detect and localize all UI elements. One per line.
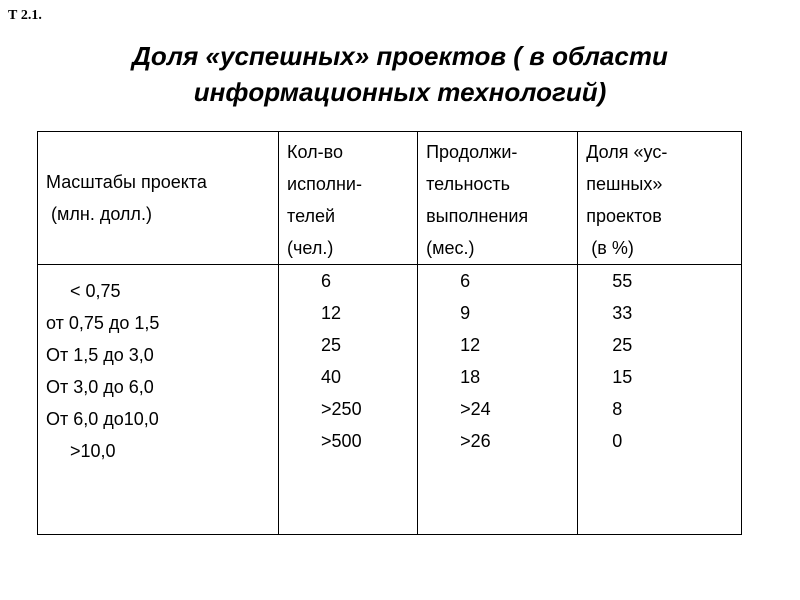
- staff-column: [279, 265, 418, 535]
- staff-value: 25: [321, 335, 342, 355]
- header-share-line: Доля «ус-: [586, 142, 668, 162]
- scale-value: От 1,5 до 3,0: [46, 345, 154, 365]
- header-duration-line: выполнения: [426, 206, 529, 226]
- header-duration-line: Продолжи-: [426, 142, 518, 162]
- share-value: 15: [612, 367, 633, 387]
- header-duration-line: (мес.): [426, 238, 475, 258]
- header-staff-line: исполни-: [287, 174, 362, 194]
- share-value: 8: [612, 399, 623, 419]
- share-column: [578, 265, 742, 535]
- table-header-row: [38, 132, 742, 265]
- staff-value: >250: [321, 399, 362, 419]
- staff-value: 12: [321, 303, 342, 323]
- page-title: [0, 38, 800, 110]
- share-value: 25: [612, 335, 633, 355]
- scale-column: [38, 265, 279, 535]
- header-duration-line: тельность: [426, 174, 511, 194]
- duration-column: [418, 265, 578, 535]
- share-value: 0: [612, 431, 623, 451]
- header-scale-line: Масштабы проекта: [46, 172, 207, 192]
- header-staff-line: телей: [287, 206, 336, 226]
- header-share-line: проектов: [586, 206, 662, 226]
- title-line-1: Доля «успешных» проектов ( в области: [132, 41, 668, 71]
- header-share-line: пешных»: [586, 174, 663, 194]
- header-share: [578, 132, 742, 265]
- staff-value: 40: [321, 367, 342, 387]
- scale-value: от 0,75 до 1,5: [46, 313, 160, 333]
- duration-value: >26: [460, 431, 491, 451]
- slide-label: Т 2.1.: [8, 8, 42, 23]
- duration-value: 9: [460, 303, 471, 323]
- header-staff-line: (чел.): [287, 238, 334, 258]
- share-value: 33: [612, 303, 633, 323]
- scale-value: От 6,0 до10,0: [46, 409, 159, 429]
- header-staff-line: Кол-во: [287, 142, 343, 162]
- header-share-line: (в %): [586, 238, 634, 258]
- duration-value: >24: [460, 399, 491, 419]
- header-scale-line: (млн. долл.): [46, 204, 152, 224]
- duration-value: 12: [460, 335, 481, 355]
- header-staff: [279, 132, 418, 265]
- table-body-row: [38, 265, 742, 535]
- header-duration: [418, 132, 578, 265]
- projects-table: [37, 131, 742, 535]
- scale-value: От 3,0 до 6,0: [46, 377, 154, 397]
- scale-value: >10,0: [70, 441, 116, 461]
- share-value: 55: [612, 271, 633, 291]
- scale-value: < 0,75: [70, 281, 121, 301]
- duration-value: 6: [460, 271, 471, 291]
- staff-value: 6: [321, 271, 332, 291]
- duration-value: 18: [460, 367, 481, 387]
- title-line-2: информационных технологий): [193, 77, 607, 107]
- header-scale: [38, 132, 279, 265]
- staff-value: >500: [321, 431, 362, 451]
